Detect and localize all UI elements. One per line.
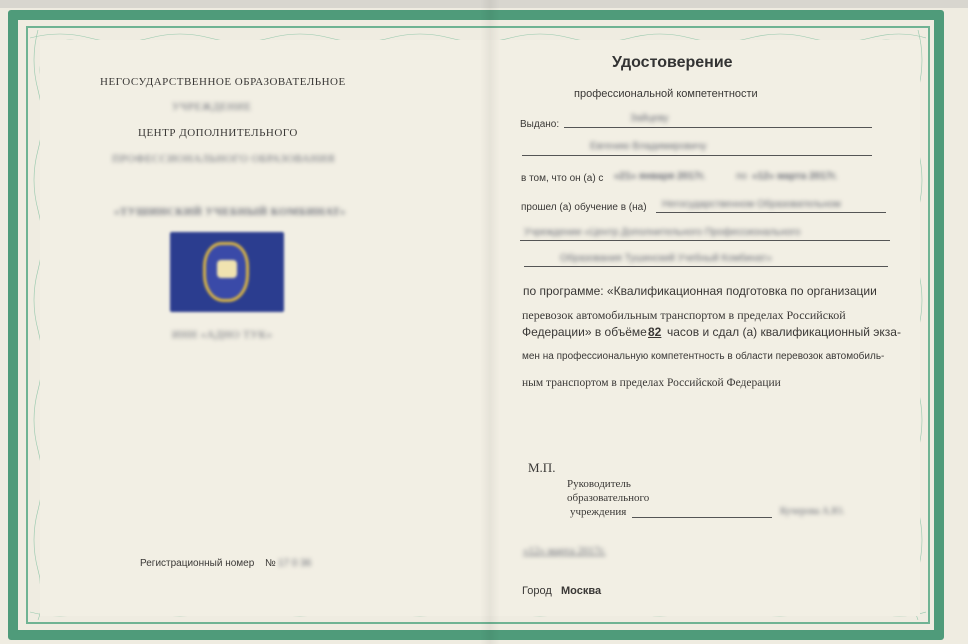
date-from: «21» января 2017г. bbox=[614, 171, 706, 182]
org-line-2: УЧРЕЖДЕНИЕ bbox=[172, 101, 252, 113]
stamp-place: М.П. bbox=[528, 460, 556, 475]
date-to: «12» марта 2017г. bbox=[752, 171, 838, 182]
org-name: «ТУШИНСКИЙ УЧЕБНЫЙ КОМБИНАТ» bbox=[114, 206, 346, 218]
trained-prefix: прошел (а) обучение в (на) bbox=[521, 202, 647, 213]
org-line-3: ЦЕНТР ДОПОЛНИТЕЛЬНОГО bbox=[138, 127, 298, 139]
head-signer: Кучерова А.Ю. bbox=[780, 506, 845, 517]
city-name: Москва bbox=[561, 585, 602, 597]
name-line bbox=[522, 155, 872, 156]
holder-name: Евгению Владимировичу bbox=[590, 141, 707, 152]
program-hours: 82 bbox=[648, 325, 662, 339]
trained-org-2: Учреждении «Центр Дополнительного Профессионального bbox=[524, 227, 801, 238]
surname-line bbox=[564, 127, 872, 128]
document-subtitle: профессиональной компетентности bbox=[574, 88, 758, 100]
org-line-4: ПРОФЕССИОНАЛЬНОГО ОБРАЗОВАНИЯ bbox=[112, 153, 335, 165]
holder-surname: Зайцеву bbox=[630, 113, 669, 124]
head-line-2: образовательного bbox=[567, 492, 650, 504]
org-line-1: НЕГОСУДАРСТВЕННОЕ ОБРАЗОВАТЕЛЬНОЕ bbox=[100, 76, 346, 88]
trained-line-3 bbox=[524, 266, 888, 267]
program-line-2: перевозок автомобильным транспортом в пределах Российской bbox=[522, 308, 846, 322]
program-line-3b: часов и сдал (а) квалификационный экза- bbox=[667, 325, 901, 339]
trained-line-1 bbox=[656, 212, 886, 213]
org-emblem-icon bbox=[170, 232, 284, 312]
program-line-5: ным транспортом в пределах Российской Федерации bbox=[522, 377, 781, 389]
program-line-3a: Федерации» в объёме bbox=[522, 325, 647, 339]
trained-org-1: Негосударственном Образовательном bbox=[662, 199, 841, 210]
head-line-1: Руководитель bbox=[567, 478, 631, 490]
reg-label: Регистрационный номер bbox=[140, 558, 255, 569]
reg-number: 17 0 36 bbox=[278, 558, 312, 569]
issued-label: Выдано: bbox=[520, 119, 560, 130]
program-line-4: мен на профессиональную компетентность в области перевозок автомобиль- bbox=[522, 351, 885, 362]
city-label: Город bbox=[522, 585, 552, 597]
head-line-3: учреждения bbox=[570, 506, 627, 518]
period-prefix: в том, что он (а) с bbox=[521, 173, 604, 184]
program-line-1: по программе: «Квалификационная подготовка по организации bbox=[523, 284, 877, 298]
issue-date: «12» марта 2017г. bbox=[523, 545, 606, 557]
signature-line bbox=[632, 517, 772, 518]
trained-org-3: Образования Тушинский Учебный Комбинат» bbox=[560, 253, 772, 264]
reg-no-sign: № bbox=[265, 558, 276, 569]
center-fold bbox=[480, 0, 500, 644]
org-inn: ИНН «АДНО ТУК» bbox=[172, 329, 273, 341]
document-title: Удостоверение bbox=[612, 54, 733, 71]
date-to-sep: по bbox=[736, 171, 747, 182]
trained-line-2 bbox=[520, 240, 890, 241]
